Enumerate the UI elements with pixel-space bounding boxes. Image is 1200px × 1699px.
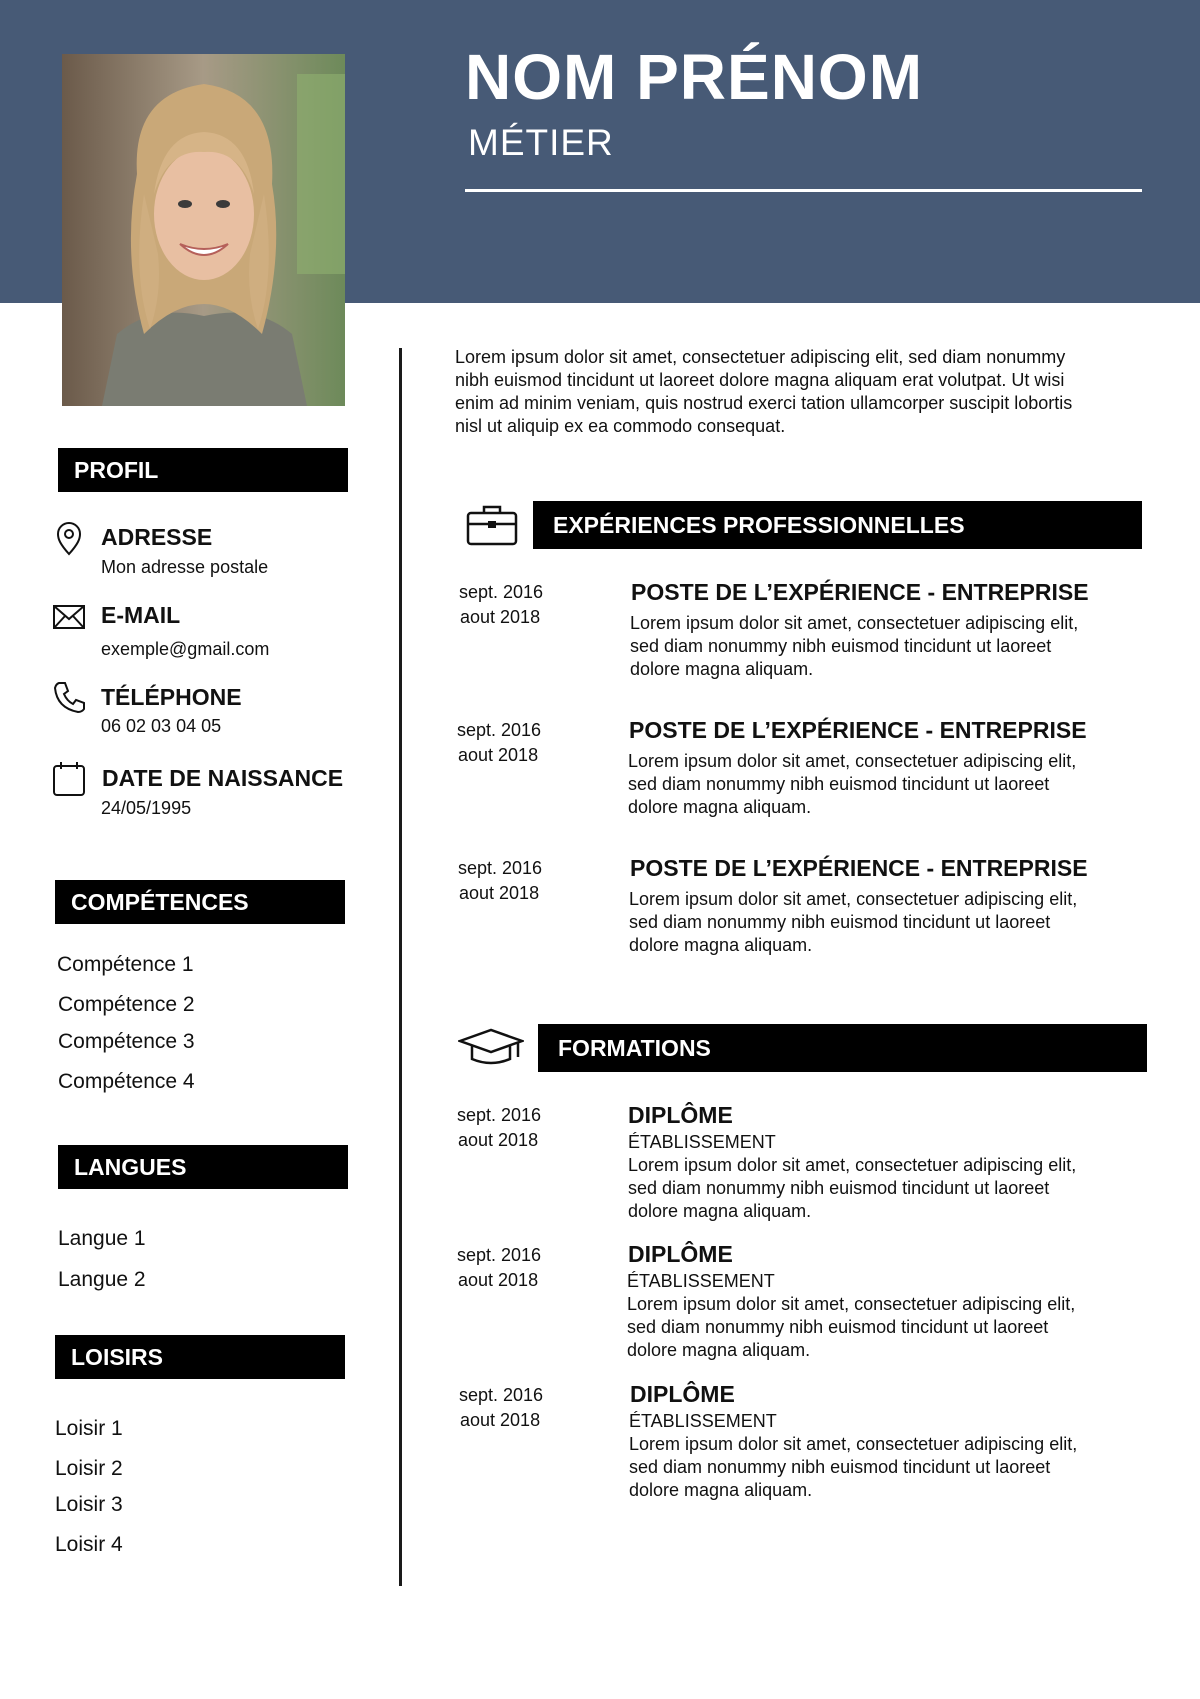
competence-item: Compétence 1 [57,953,194,976]
formation-school: ÉTABLISSEMENT [628,1132,776,1152]
experience-start-date: sept. 2016 [459,582,544,602]
langues-heading: LANGUES [58,1145,348,1189]
experience-title: POSTE DE L’EXPÉRIENCE - ENTREPRISE [631,579,1089,605]
langue-item: Langue 1 [58,1227,146,1250]
loisir-item: Loisir 1 [55,1417,123,1440]
phone-label: TÉLÉPHONE [101,684,242,710]
loisir-item: Loisir 3 [55,1493,123,1516]
email-value: exemple@gmail.com [101,639,270,659]
formation-description: Lorem ipsum dolor sit amet, consectetuer adipiscing elit, sed diam nonummy nibh euismod tincidunt ut laoreet dolore magna aliquam. [629,1434,1078,1500]
competence-item: Compétence 2 [58,993,195,1016]
experience-end-date: aout 2018 [458,745,539,765]
competence-item: Compétence 3 [58,1030,195,1053]
address-value: Mon adresse postale [101,557,269,577]
formation-title: DIPLÔME [628,1241,733,1267]
formation-school: ÉTABLISSEMENT [627,1271,775,1291]
location-pin-icon [54,522,84,556]
experience-start-date: sept. 2016 [458,858,543,878]
experience-title: POSTE DE L’EXPÉRIENCE - ENTREPRISE [630,855,1088,881]
formation-end-date: aout 2018 [458,1270,539,1290]
experience-start-date: sept. 2016 [457,720,542,740]
formation-description: Lorem ipsum dolor sit amet, consectetuer adipiscing elit, sed diam nonummy nibh euismod tincidunt ut laoreet dolore magna aliquam. [627,1294,1076,1360]
loisir-item: Loisir 2 [55,1457,123,1480]
loisirs-heading: LOISIRS [55,1335,345,1379]
calendar-icon [52,761,86,797]
competence-item: Compétence 4 [58,1070,195,1093]
formation-start-date: sept. 2016 [457,1245,542,1265]
formation-end-date: aout 2018 [458,1130,539,1150]
header-rule [465,189,1142,192]
experience-end-date: aout 2018 [459,883,540,903]
birthdate-label: DATE DE NAISSANCE [102,765,344,791]
email-label: E-MAIL [101,602,181,628]
envelope-icon [52,604,86,630]
experiences-heading: EXPÉRIENCES PROFESSIONNELLES [533,501,1142,549]
column-divider [399,348,402,1586]
competences-heading: COMPÉTENCES [55,880,345,924]
phone-value: 06 02 03 04 05 [101,716,222,736]
job-title: MÉTIER [468,122,614,163]
formation-start-date: sept. 2016 [457,1105,542,1125]
formation-title: DIPLÔME [628,1102,733,1128]
experience-end-date: aout 2018 [460,607,541,627]
langue-item: Langue 2 [58,1268,146,1291]
experience-description: Lorem ipsum dolor sit amet, consectetuer adipiscing elit, sed diam nonummy nibh euismod tincidunt ut laoreet dolore magna aliquam. [628,751,1077,817]
experience-description: Lorem ipsum dolor sit amet, consectetuer adipiscing elit, sed diam nonummy nibh euismod tincidunt ut laoreet dolore magna aliquam. [630,613,1079,679]
formations-heading: FORMATIONS [538,1024,1147,1072]
profile-photo [62,54,345,406]
formation-school: ÉTABLISSEMENT [629,1411,777,1431]
graduation-cap-icon [458,1027,524,1067]
candidate-name: NOM PRÉNOM [465,41,923,113]
formation-description: Lorem ipsum dolor sit amet, consectetuer adipiscing elit, sed diam nonummy nibh euismod tincidunt ut laoreet dolore magna aliquam. [628,1155,1077,1221]
experience-title: POSTE DE L’EXPÉRIENCE - ENTREPRISE [629,717,1087,743]
formation-title: DIPLÔME [630,1381,735,1407]
birthdate-value: 24/05/1995 [101,798,192,818]
intro-paragraph: Lorem ipsum dolor sit amet, consectetuer adipiscing elit, sed diam nonummy nibh euismod tincidunt ut laoreet dolore magna aliquam erat volutpat. Ut wisi enim ad minim veniam, quis nostrud exerci tation ullamcorper suscipit lobortis nisl ut aliquip ex ea commodo consequat. [455,347,1073,436]
phone-icon [53,680,87,714]
formation-start-date: sept. 2016 [459,1385,544,1405]
address-label: ADRESSE [101,524,213,550]
profil-heading: PROFIL [58,448,348,492]
loisir-item: Loisir 4 [55,1533,123,1556]
formation-end-date: aout 2018 [460,1410,541,1430]
briefcase-icon [466,504,518,546]
experience-description: Lorem ipsum dolor sit amet, consectetuer adipiscing elit, sed diam nonummy nibh euismod tincidunt ut laoreet dolore magna aliquam. [629,889,1078,955]
